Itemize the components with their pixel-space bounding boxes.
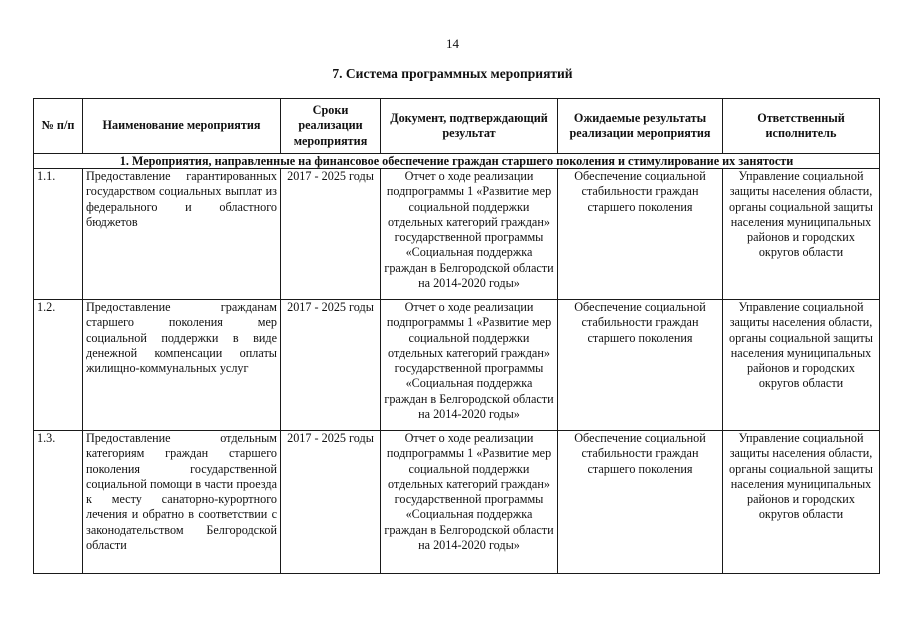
table-row xyxy=(34,169,880,300)
activity-executor: Управление социальной защиты населения области, органы социальной защиты населения муниципальных районов и городских округов области xyxy=(723,169,880,300)
group-row xyxy=(34,154,880,169)
activity-document: Отчет о ходе реализации подпрограммы 1 «Развитие мер социальной поддержки отдельных категорий граждан» государственной программы «Социальная поддержка граждан в Белгородской области на 2014-2020 годы» xyxy=(381,300,558,431)
activity-executor: Управление социальной защиты населения области, органы социальной защиты населения муниципальных районов и городских округов области xyxy=(723,300,880,431)
activity-term: 2017 - 2025 годы xyxy=(281,169,381,300)
table-row xyxy=(34,431,880,574)
row-number: 1.3. xyxy=(34,431,83,574)
row-number: 1.2. xyxy=(34,300,83,431)
header-num: № п/п xyxy=(34,99,83,154)
activity-name: Предоставление отдельным категориям граждан старшего поколения государственной социальной помощи в части проезда к месту санаторно-курортного лечения и обратно в соответствии с законодательством Белгородской области xyxy=(83,431,281,574)
activity-results: Обеспечение социальной стабильности граждан старшего поколения xyxy=(558,169,723,300)
section-title: 7. Система программных мероприятий xyxy=(332,66,573,81)
activity-executor: Управление социальной защиты населения области, органы социальной защиты населения муниципальных районов и городских округов области xyxy=(723,431,880,574)
group-title: 1. Мероприятия, направленные на финансовое обеспечение граждан старшего поколения и стимулирование их занятости xyxy=(34,154,880,169)
activity-document: Отчет о ходе реализации подпрограммы 1 «Развитие мер социальной поддержки отдельных категорий граждан» государственной программы «Социальная поддержка граждан в Белгородской области на 2014-2020 годы» xyxy=(381,169,558,300)
header-results: Ожидаемые результаты реализации мероприятия xyxy=(558,99,723,154)
activity-results: Обеспечение социальной стабильности граждан старшего поколения xyxy=(558,300,723,431)
activity-name: Предоставление гражданам старшего поколения мер социальной поддержки в виде денежной компенсации оплаты жилищно-коммунальных услуг xyxy=(83,300,281,431)
table-header-row xyxy=(34,99,880,154)
activity-term: 2017 - 2025 годы xyxy=(281,431,381,574)
header-name: Наименование мероприятия xyxy=(83,99,281,154)
row-number: 1.1. xyxy=(34,169,83,300)
activity-name: Предоставление гарантированных государством социальных выплат из федерального и областного бюджетов xyxy=(83,169,281,300)
table-row xyxy=(34,300,880,431)
activity-document: Отчет о ходе реализации подпрограммы 1 «Развитие мер социальной поддержки отдельных категорий граждан» государственной программы «Социальная поддержка граждан в Белгородской области на 2014-2020 годы» xyxy=(381,431,558,574)
activity-results: Обеспечение социальной стабильности граждан старшего поколения xyxy=(558,431,723,574)
header-document: Документ, подтверждающий результат xyxy=(381,99,558,154)
header-executor: Ответственный исполнитель xyxy=(723,99,880,154)
program-activities-table xyxy=(33,98,880,574)
activity-term: 2017 - 2025 годы xyxy=(281,300,381,431)
header-term: Сроки реализации мероприятия xyxy=(281,99,381,154)
page-number: 14 xyxy=(446,36,459,51)
